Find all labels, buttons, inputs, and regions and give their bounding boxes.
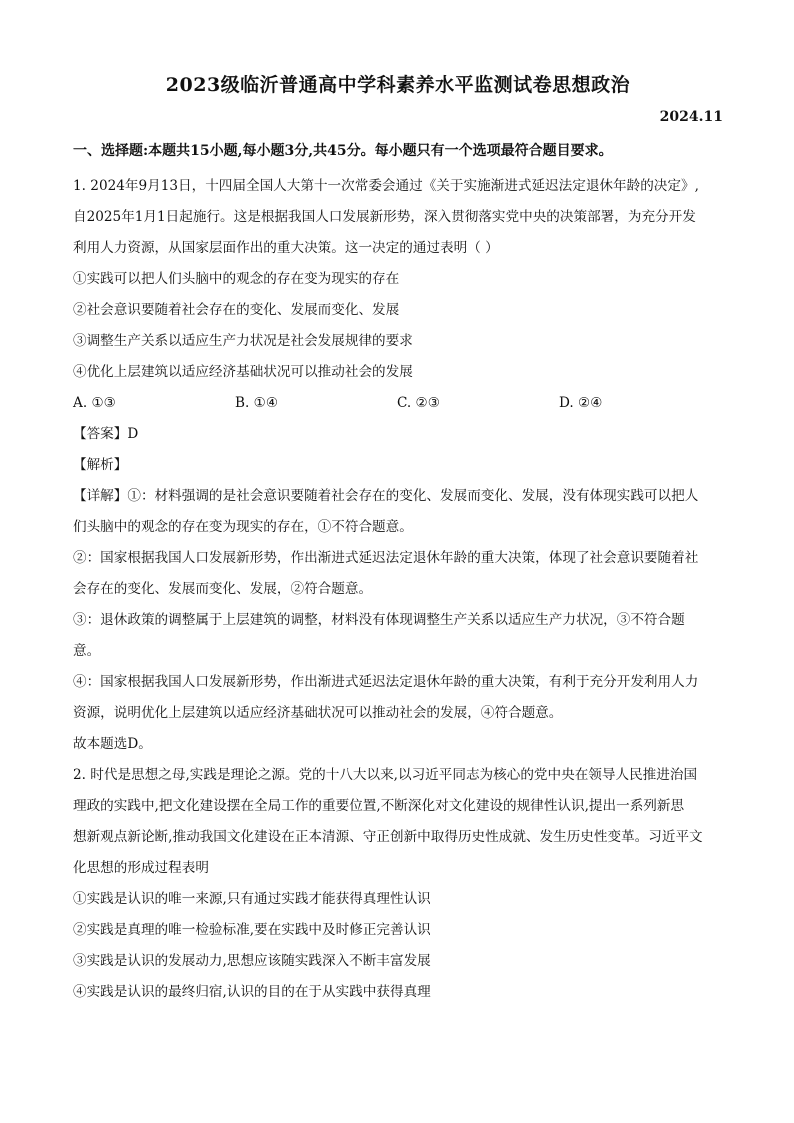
- exam-date: 2024.11: [659, 109, 723, 125]
- section-heading: 一、选择题:本题共15小题,每小题3分,共45分。每小题只有一个选项最符合题目要求。: [73, 143, 613, 159]
- question-2: [73, 760, 723, 1008]
- q1-explain-line: 【详解】①：材料强调的是社会意识要随着社会存在的变化、发展而变化、发展，没有体现实践可以把人: [73, 488, 699, 504]
- q2-stem-line: 2. 时代是思想之母,实践是理论之源。党的十八大以来,以习近平同志为核心的党中央在领导人民推进治国: [73, 767, 698, 783]
- q1-explain-line: 们头脑中的观念的存在变为现实的存在，①不符合题意。: [73, 519, 413, 535]
- q2-stem-line: 化思想的形成过程表明: [73, 860, 209, 876]
- q1-explain-line: 意。: [73, 643, 101, 659]
- option-b: B. ①④: [235, 395, 279, 411]
- q1-answer: 【答案】D: [73, 426, 139, 442]
- q1-explain-line: 资源，说明优化上层建筑以适应经济基础状况可以推动社会的发展，④符合题意。: [73, 705, 563, 721]
- q1-explain-line: ②：国家根据我国人口发展新形势，作出渐进式延迟法定退休年龄的重大决策，体现了社会意识要随着社: [73, 550, 699, 566]
- option-c: C. ②③: [397, 395, 440, 411]
- q1-item: ③调整生产关系以适应生产力状况是社会发展规律的要求: [73, 333, 413, 349]
- q1-options: [73, 388, 723, 419]
- page-title: 2023级临沂普通高中学科素养水平监测试卷思想政治: [165, 74, 631, 96]
- q2-item: ③实践是认识的发展动力,思想应该随实践深入不断丰富发展: [73, 953, 431, 969]
- q1-stem-line: 利用人力资源，从国家层面作出的重大决策。这一决定的通过表明（ ）: [73, 240, 499, 256]
- q2-item: ②实践是真理的唯一检验标准,要在实践中及时修正完善认识: [73, 922, 431, 938]
- q2-item: ④实践是认识的最终归宿,认识的目的在于从实践中获得真理: [73, 984, 431, 1000]
- q1-explain-line: ④：国家根据我国人口发展新形势，作出渐进式延迟法定退休年龄的重大决策，有利于充分开发利用人力: [73, 674, 699, 690]
- q1-stem-line: 自2025年1月1日起施行。这是根据我国人口发展新形势，深入贯彻落实党中央的决策部署，为充分开发: [73, 209, 696, 225]
- question-1: [73, 171, 723, 760]
- q2-stem-line: 理政的实践中,把文化建设摆在全局工作的重要位置,不断深化对文化建设的规律性认识,提出一系列新思: [73, 798, 685, 814]
- q1-item: ④优化上层建筑以适应经济基础状况可以推动社会的发展: [73, 364, 413, 380]
- option-a: A. ①③: [73, 395, 116, 411]
- q1-explain-line: 会存在的变化、发展而变化、发展，②符合题意。: [73, 581, 373, 597]
- q2-item: ①实践是认识的唯一来源,只有通过实践才能获得真理性认识: [73, 891, 431, 907]
- q2-stem-line: 想新观点新论断,推动我国文化建设在正本清源、守正创新中取得历史性成就、发生历史性变革。习近平文: [73, 829, 703, 845]
- q1-stem-line: 1. 2024年9月13日，十四届全国人大第十一次常委会通过《关于实施渐进式延迟法定退休年龄的决定》,: [73, 178, 699, 194]
- q1-analysis-label: 【解析】: [73, 457, 128, 473]
- q1-item: ②社会意识要随着社会存在的变化、发展而变化、发展: [73, 302, 400, 318]
- q1-item: ①实践可以把人们头脑中的观念的存在变为现实的存在: [73, 271, 400, 287]
- question-body: [73, 171, 723, 1008]
- option-d: D. ②④: [559, 395, 603, 411]
- q1-conclusion: 故本题选D。: [73, 736, 152, 752]
- q1-explain-line: ③：退休政策的调整属于上层建筑的调整，材料没有体现调整生产关系以适应生产力状况，③不符合题: [73, 612, 685, 628]
